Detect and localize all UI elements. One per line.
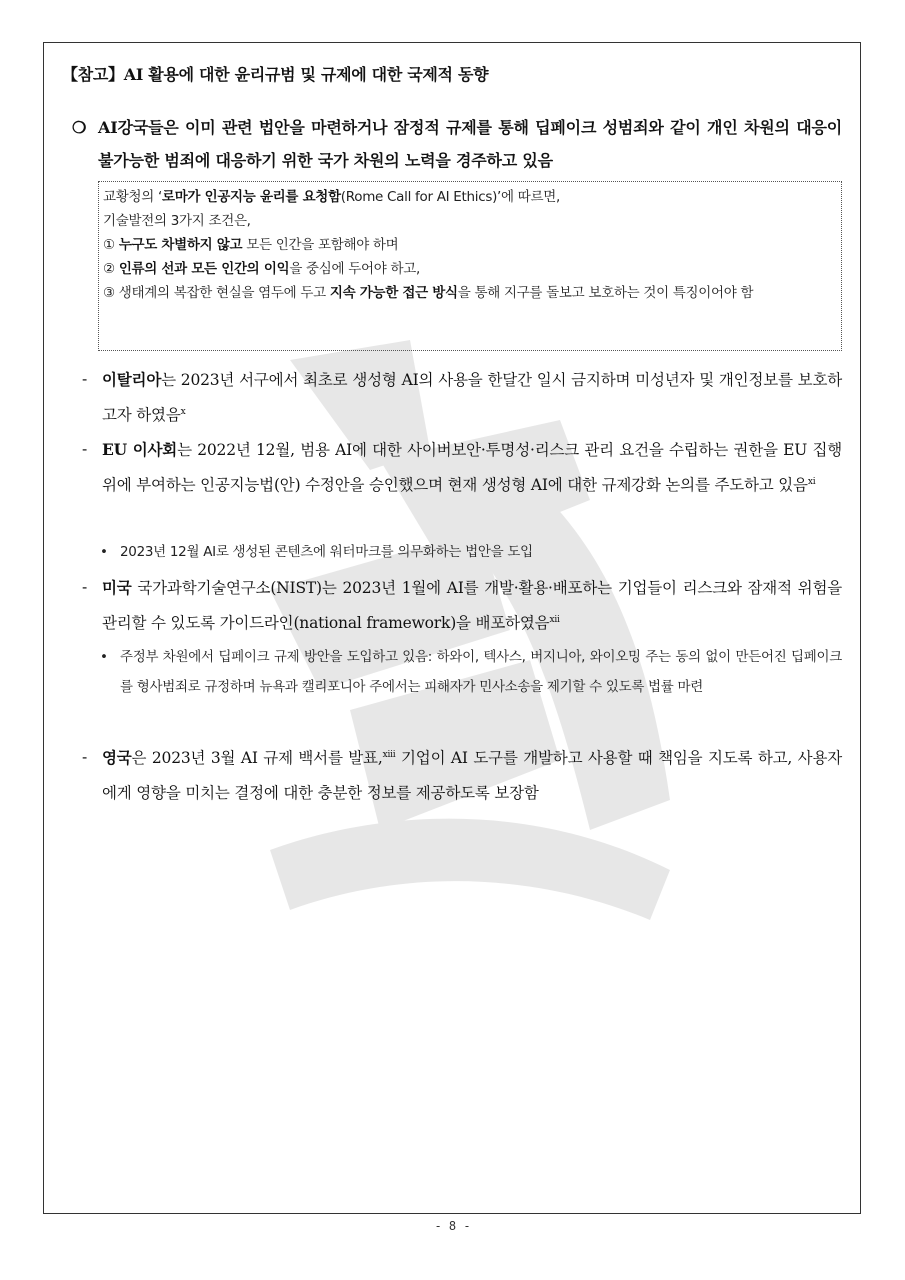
- quote-bold-title: 로마가 인공지능 윤리를 요청함: [161, 189, 341, 205]
- item-text: 는 2023년 서구에서 최초로 생성형 AI의 사용을 한달간 일시 금지하며 미성년자 및 개인정보를 보호하고자 하였음: [102, 371, 842, 424]
- item-name: 이탈리아: [102, 370, 162, 389]
- dot-bullet: •: [100, 649, 108, 665]
- sub-item-us: [100, 642, 842, 702]
- dash-bullet: -: [82, 440, 88, 458]
- quote-condition-2: ② 인류의 선과 모든 인간의 이익을 중심에 두어야 하고,: [103, 261, 420, 277]
- endnote-ref: xi: [807, 476, 816, 487]
- item-text: 국가과학기술연구소(NIST)는 2023년 1월에 AI를 개발·활용·배포하는 기업들이 리스크와 잠재적 위험을 관리할 수 있도록 가이드라인(national framework)을 배포하였음: [102, 579, 842, 632]
- item-italy: [82, 362, 842, 433]
- quote-box: [98, 181, 842, 351]
- item-text: 은 2023년 3월 AI 규제 백서를 발표,: [131, 749, 383, 767]
- lead-text: AI강국들은 이미 관련 법안을 마련하거나 잠정적 규제를 통해 딥페이크 성범죄와 같이 개인 차원의 대응이 불가능한 범죄에 대응하기 위한 국가 차원의 노력을 경주하고 있음: [98, 118, 842, 170]
- item-text: 는 2022년 12월, 범용 AI에 대한 사이버보안·투명성·리스크 관리 요건을 수립하는 권한을 EU 집행위에 부여하는 인공지능법(안) 수정안을 승인했으며 현재 생성형 AI에 대한 규제강화 논의를 주도하고 있음: [102, 441, 843, 494]
- item-text-cont: 기업이 AI 도구를 개발하고 사용할 때 책임을 지도록 하고, 사용자에게 영향을 미치는 결정에 대한 충분한 정보를 제공하도록 보장함: [102, 749, 842, 802]
- sub-item-eu: [100, 537, 842, 567]
- quote-line-1: 교황청의 ‘로마가 인공지능 윤리를 요청함(Rome Call for AI Ethics)’에 따르면,: [103, 189, 560, 205]
- endnote-ref: xiii: [382, 749, 396, 760]
- item-name: EU 이사회: [102, 440, 178, 459]
- dash-bullet: -: [82, 578, 88, 596]
- dot-bullet: •: [100, 544, 108, 560]
- dash-bullet: -: [82, 748, 88, 766]
- section-title: 【참고】AI 활용에 대한 윤리규범 및 규제에 대한 국제적 동향: [62, 65, 489, 84]
- item-eu: [82, 432, 842, 503]
- item-uk: [82, 740, 842, 811]
- item-name: 영국: [102, 748, 132, 767]
- quote-condition-1: ① 누구도 차별하지 않고 모든 인간을 포함해야 하며: [103, 237, 399, 253]
- lead-paragraph: [72, 111, 842, 177]
- endnote-ref: xii: [549, 614, 560, 625]
- quote-condition-3: ③ 생태계의 복잡한 현실을 염두에 두고 지속 가능한 접근 방식을 통해 지구를 돌보고 보호하는 것이 특징이어야 함: [103, 285, 754, 301]
- sub-text: 2023년 12월 AI로 생성된 콘텐츠에 워터마크를 의무화하는 법안을 도입: [120, 544, 533, 560]
- item-us: [82, 570, 842, 641]
- endnote-ref: x: [180, 406, 186, 417]
- circle-bullet-icon: ❍: [72, 118, 87, 137]
- quote-line-2: 기술발전의 3가지 조건은,: [103, 213, 251, 229]
- dash-bullet: -: [82, 370, 88, 388]
- item-name: 미국: [102, 578, 132, 597]
- page-number: - 8 -: [434, 1219, 471, 1233]
- sub-text: 주정부 차원에서 딥페이크 규제 방안을 도입하고 있음: 하와이, 텍사스, 버지니아, 와이오밍 주는 동의 없이 만든어진 딥페이크를 형사범죄로 규정하며 뉴욕과 캘리포니아 주에서는 피해자가 민사소송을 제기할 수 있도록 법률 마련: [120, 649, 842, 695]
